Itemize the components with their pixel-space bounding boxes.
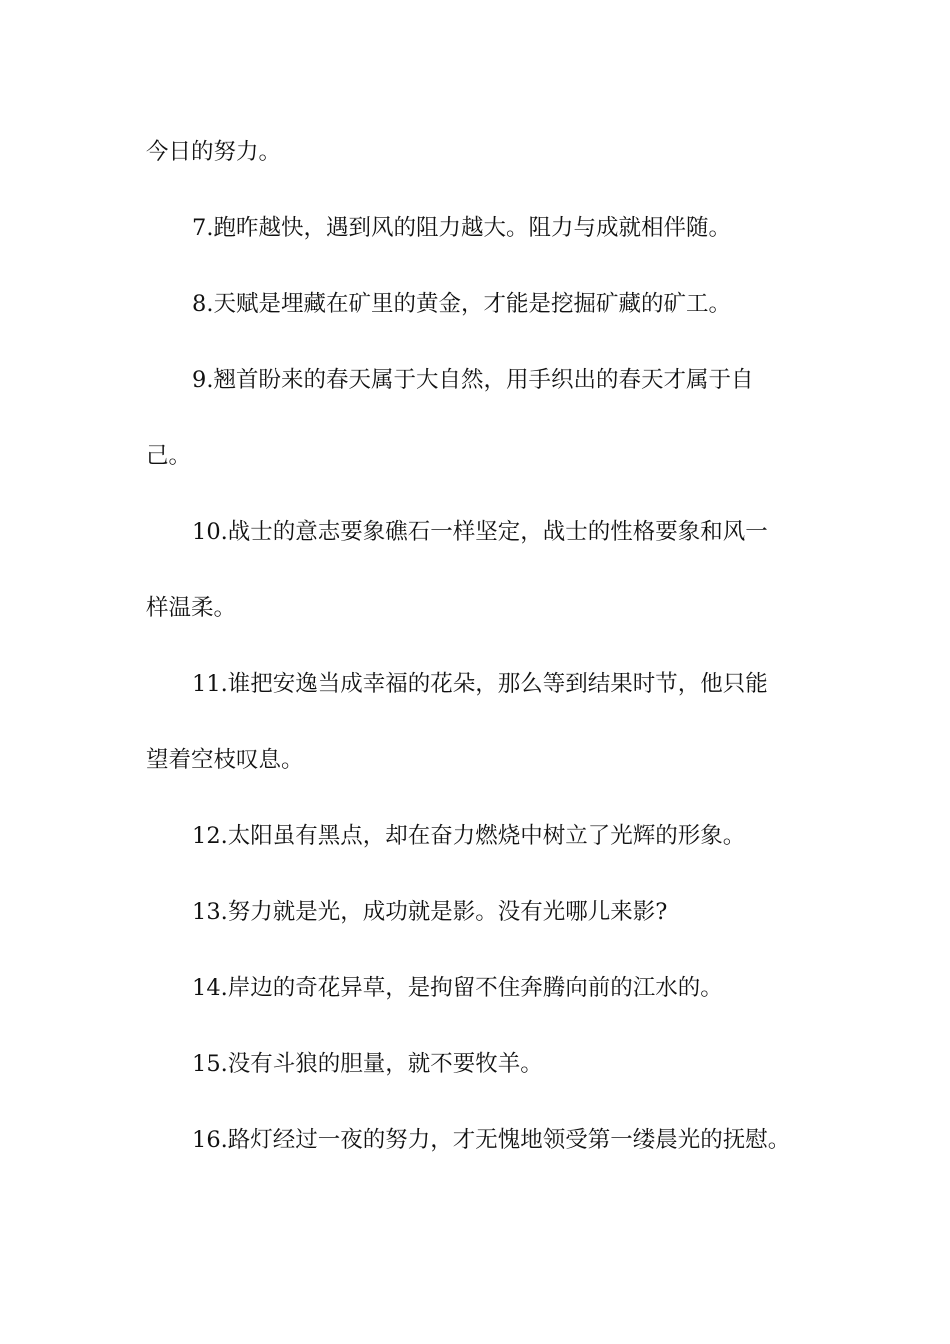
paragraph-15 [146, 1026, 826, 1102]
paragraph-11 [146, 646, 826, 722]
paragraph-line: 9.翘首盼来的春天属于大自然，用手织出的春天才属于自 [192, 367, 754, 393]
paragraph-13 [146, 874, 826, 950]
paragraph-8 [146, 266, 826, 342]
paragraph-line: 12.太阳虽有黑点，却在奋力燃烧中树立了光辉的形象。 [192, 823, 746, 849]
paragraph-16 [146, 1102, 826, 1178]
paragraph-continuation [146, 114, 826, 190]
paragraph-line: 望着空枝叹息。 [146, 747, 304, 773]
paragraph-line: 16.路灯经过一夜的努力，才无愧地领受第一缕晨光的抚慰。 [192, 1127, 791, 1153]
paragraph-line: 13.努力就是光，成功就是影。没有光哪儿来影? [192, 899, 668, 925]
paragraph-14 [146, 950, 826, 1026]
paragraph-line: 己。 [146, 443, 192, 469]
paragraph-10-continuation [146, 570, 826, 646]
paragraph-9-continuation [146, 418, 826, 494]
paragraph-line: 10.战士的意志要象礁石一样坚定，战士的性格要象和风一 [192, 519, 768, 545]
paragraph-line: 8.天赋是埋藏在矿里的黄金，才能是挖掘矿藏的矿工。 [192, 291, 731, 317]
paragraph-line: 14.岸边的奇花异草，是拘留不住奔腾向前的江水的。 [192, 975, 723, 1001]
paragraph-line: 7.跑昨越快，遇到风的阻力越大。阻力与成就相伴随。 [192, 215, 731, 241]
paragraph-11-continuation [146, 722, 826, 798]
paragraph-line: 今日的努力。 [146, 139, 282, 165]
paragraph-line: 15.没有斗狼的胆量，就不要牧羊。 [192, 1051, 543, 1077]
paragraph-line: 样温柔。 [146, 595, 237, 621]
paragraph-9 [146, 342, 826, 418]
paragraph-10 [146, 494, 826, 570]
paragraph-7 [146, 190, 826, 266]
paragraph-line: 11.谁把安逸当成幸福的花朵，那么等到结果时节，他只能 [192, 671, 768, 697]
paragraph-12 [146, 798, 826, 874]
